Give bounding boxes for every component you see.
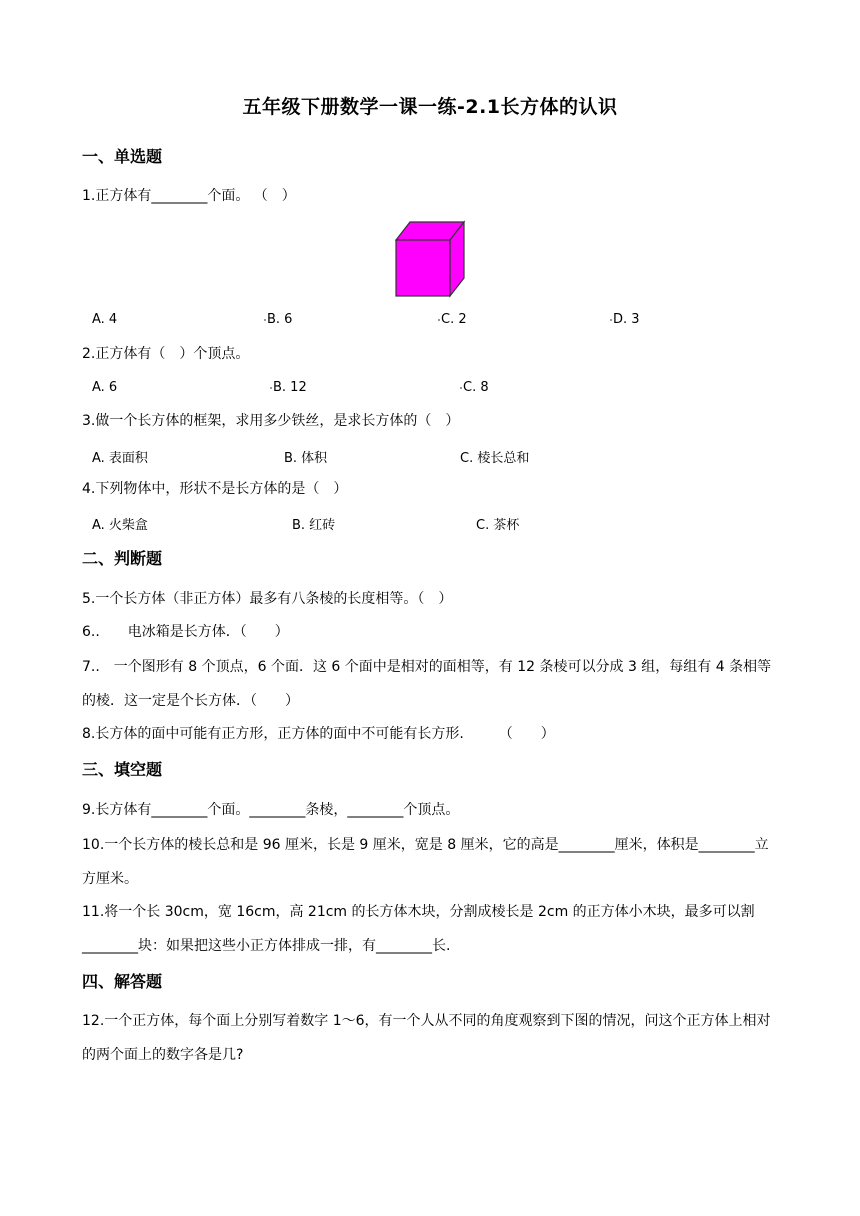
q2-option-c[interactable] (460, 380, 489, 395)
question-2: 2.正方体有（ ）个顶点。 (82, 346, 250, 362)
q3-option-c[interactable]: C. 棱长总和 (460, 451, 530, 466)
option-marker-icon (460, 387, 462, 389)
q3-option-a[interactable]: A. 表面积 (92, 451, 148, 466)
q2-option-b[interactable] (270, 380, 307, 395)
page-title: 五年级下册数学一课一练-2.1长方体的认识 (242, 96, 618, 118)
q4-option-c[interactable]: C. 茶杯 (476, 518, 520, 533)
q1-option-a[interactable]: A. 4 (92, 312, 118, 327)
q4-option-b[interactable]: B. 红砖 (292, 518, 336, 533)
q1-option-d-label: D. 3 (613, 312, 640, 327)
question-4: 4.下列物体中，形状不是长方体的是（ ） (82, 481, 348, 497)
question-7: 7.. 一个图形有 8 个顶点，6 个面．这 6 个面中是相对的面相等，有 12 条棱可以分成 3 组，每组有 4 条相等的棱．这一定是个长方体．（ ） (82, 659, 772, 709)
q1-option-b[interactable] (264, 312, 292, 327)
section-heading-single-choice: 一、单选题 (82, 147, 163, 166)
option-marker-icon (610, 319, 612, 321)
section-heading-solve: 四、解答题 (82, 972, 163, 991)
question-3: 3.做一个长方体的框架，求用多少铁丝，是求长方体的（ ） (82, 413, 460, 429)
question-1: 1.正方体有________个面。 （ ） (82, 188, 296, 204)
question-12: 12.一个正方体，每个面上分别写着数字 1～6，有一个人从不同的角度观察到下图的情况，问这个正方体上相对的两个面上的数字各是几? (82, 1013, 771, 1063)
q1-option-c-label: C. 2 (441, 312, 467, 327)
q1-option-b-label: B. 6 (267, 312, 293, 327)
option-marker-icon (264, 319, 266, 321)
q3-option-b[interactable]: B. 体积 (284, 451, 328, 466)
q4-option-a[interactable]: A. 火柴盒 (92, 518, 148, 533)
section-heading-fill-blank: 三、填空题 (82, 760, 163, 779)
section-heading-true-false: 二、判断题 (82, 549, 163, 568)
q1-option-c[interactable] (438, 312, 467, 327)
cube-icon (388, 218, 468, 298)
question-5: 5.一个长方体（非正方体）最多有八条棱的长度相等。（ ） (82, 591, 453, 607)
option-marker-icon (438, 319, 440, 321)
q1-option-d[interactable] (610, 312, 640, 327)
question-9: 9.长方体有________个面。________条棱，________个顶点。 (82, 802, 460, 818)
q2-option-a[interactable]: A. 6 (92, 380, 118, 395)
option-marker-icon (270, 387, 272, 389)
question-10: 10.一个长方体的棱长总和是 96 厘米，长是 9 厘米，宽是 8 厘米，它的高是________厘米，体积是________立方厘米。 (82, 837, 769, 887)
question-6: 6.. 电冰箱是长方体．（ ） (82, 624, 289, 640)
q2-option-b-label: B. 12 (273, 380, 307, 395)
q2-option-c-label: C. 8 (463, 380, 489, 395)
question-11: 11.将一个长 30cm，宽 16cm，高 21cm 的长方体木块，分割成棱长是 2cm 的正方体小木块，最多可以割________块：如果把这些小正方体排成一排，有________长. (82, 904, 755, 954)
question-8: 8.长方体的面中可能有正方形，正方体的面中不可能有长方形. （ ） (82, 726, 555, 742)
